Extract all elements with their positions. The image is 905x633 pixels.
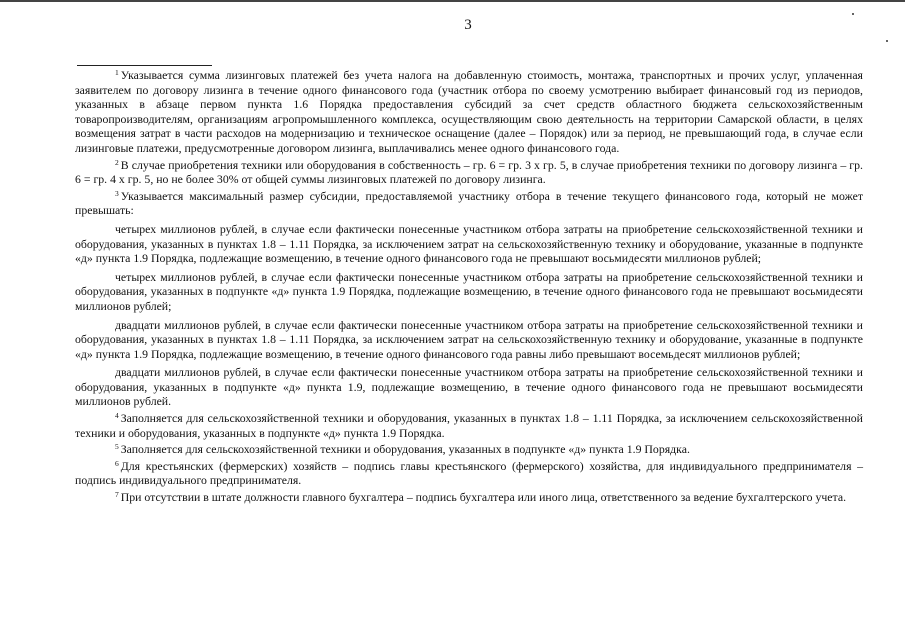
footnote-mark: 6	[115, 458, 119, 468]
footnote-text: Указывается максимальный размер субсидии, предоставляемой участнику отбора в течение текущего финансового года, который не может превышать:	[75, 188, 863, 218]
footnote-2	[75, 158, 863, 187]
footnote-text: Заполняется для сельскохозяйственной техники и оборудования, указанных в пунктах 1.8 – 1.11 Порядка, за исключением сельскохозяйственной техники и оборудования, указанных в подпункте «д» пункта 1.9 Порядка.	[75, 411, 863, 440]
footnote-text: Указывается сумма лизинговых платежей без учета налога на добавленную стоимость, монтажа, транспортных и прочих услуг, уплаченная заявителем по договору лизинга в течение одного финансового года (участник отбора по своему усмотрению выбирает финансовый год из периодов, указанных в абзаце первом пункта 1.6 Порядка предоставления субсидий за счет средств областного бюджета сельскохозяйственным товаропроизводителям, организациям агропромышленного комплекса, осуществляющим свою деятельность на территории Самарской области, в целях возмещения затрат в части расходов на модернизацию и техническое оснащение (далее – Порядок) или за период, не превышающий года, в случае если лизинговые платежи, предусмотренные договором лизинга, выплачивались менее одного финансового года.	[75, 68, 863, 155]
footnote-5	[75, 442, 863, 457]
footnote-3	[75, 189, 863, 218]
footnote-6	[75, 459, 863, 488]
footnote-3-subitem: четырех миллионов рублей, в случае если фактически понесенные участником отбора затраты на приобретение сельскохозяйственной техники и оборудования, указанных в подпункте «д» пункта 1.9 Порядка, подлежащие возмещению, в течение одного финансового года не превышают восьмидесяти миллионов рублей;	[75, 269, 863, 313]
footnote-text: Для крестьянских (фермерских) хозяйств – подпись главы крестьянского (фермерского) хозяйства, для индивидуального предпринимателя – подпись индивидуального предпринимателя.	[75, 458, 863, 488]
footnote-3-subitem: двадцати миллионов рублей, в случае если фактически понесенные участником отбора затраты на приобретение сельскохозяйственной техники и оборудования, указанных в пунктах 1.8 – 1.11 Порядка, за исключением затрат на сельскохозяйственную технику и оборудование, указанные в подпункте «д» пункта 1.9 Порядка, подлежащие возмещению, в течение одного финансового года равны либо превышают восемьдесят миллионов рублей;	[75, 317, 863, 361]
footnote-mark: 5	[115, 442, 119, 452]
footnote-4	[75, 411, 863, 440]
scan-speck	[852, 13, 854, 15]
footnote-3-subitem: четырех миллионов рублей, в случае если фактически понесенные участником отбора затраты на приобретение сельскохозяйственной техники и оборудования, указанных в пунктах 1.8 – 1.11 Порядка, за исключением затрат на сельскохозяйственную технику и оборудование, указанные в подпункте «д» пункта 1.9 Порядка, подлежащие возмещению, в течение одного финансового года не превышают восьмидесяти миллионов рублей;	[75, 221, 863, 266]
footnote-mark: 1	[115, 68, 119, 77]
footnote-mark: 3	[115, 188, 119, 198]
footnote-text: При отсутствии в штате должности главного бухгалтера – подпись бухгалтера или иного лица, ответственного за ведение бухгалтерского учета.	[120, 490, 847, 505]
footnote-3-subitem: двадцати миллионов рублей, в случае если фактически понесенные участником отбора затраты на приобретение сельскохозяйственной техники и оборудования, указанных в подпункте «д» пункта 1.9, подлежащие возмещению, в течение одного финансового года не превышают восьмидесяти миллионов рублей.	[75, 365, 863, 409]
footnote-mark: 4	[115, 411, 119, 421]
footnotes-block	[75, 68, 863, 505]
footnote-7	[75, 490, 863, 505]
scan-top-edge	[0, 0, 905, 2]
footnote-text: Заполняется для сельскохозяйственной техники и оборудования, указанных в подпункте «д» пункта 1.9 Порядка.	[120, 442, 690, 457]
footnote-mark: 7	[115, 490, 119, 500]
footnote-mark: 2	[115, 157, 119, 167]
scan-speck	[886, 40, 888, 42]
page-number: 3	[464, 17, 472, 33]
footnote-text: В случае приобретения техники или оборудования в собственность – гр. 6 = гр. 3 х гр. 5, в случае приобретения техники по договору лизинга – гр. 6 = гр. 4 х гр. 5, но не более 30% от общей суммы лизинговых платежей по договору лизинга.	[75, 157, 863, 187]
footnote-1	[75, 68, 863, 156]
footnote-separator	[77, 65, 212, 66]
